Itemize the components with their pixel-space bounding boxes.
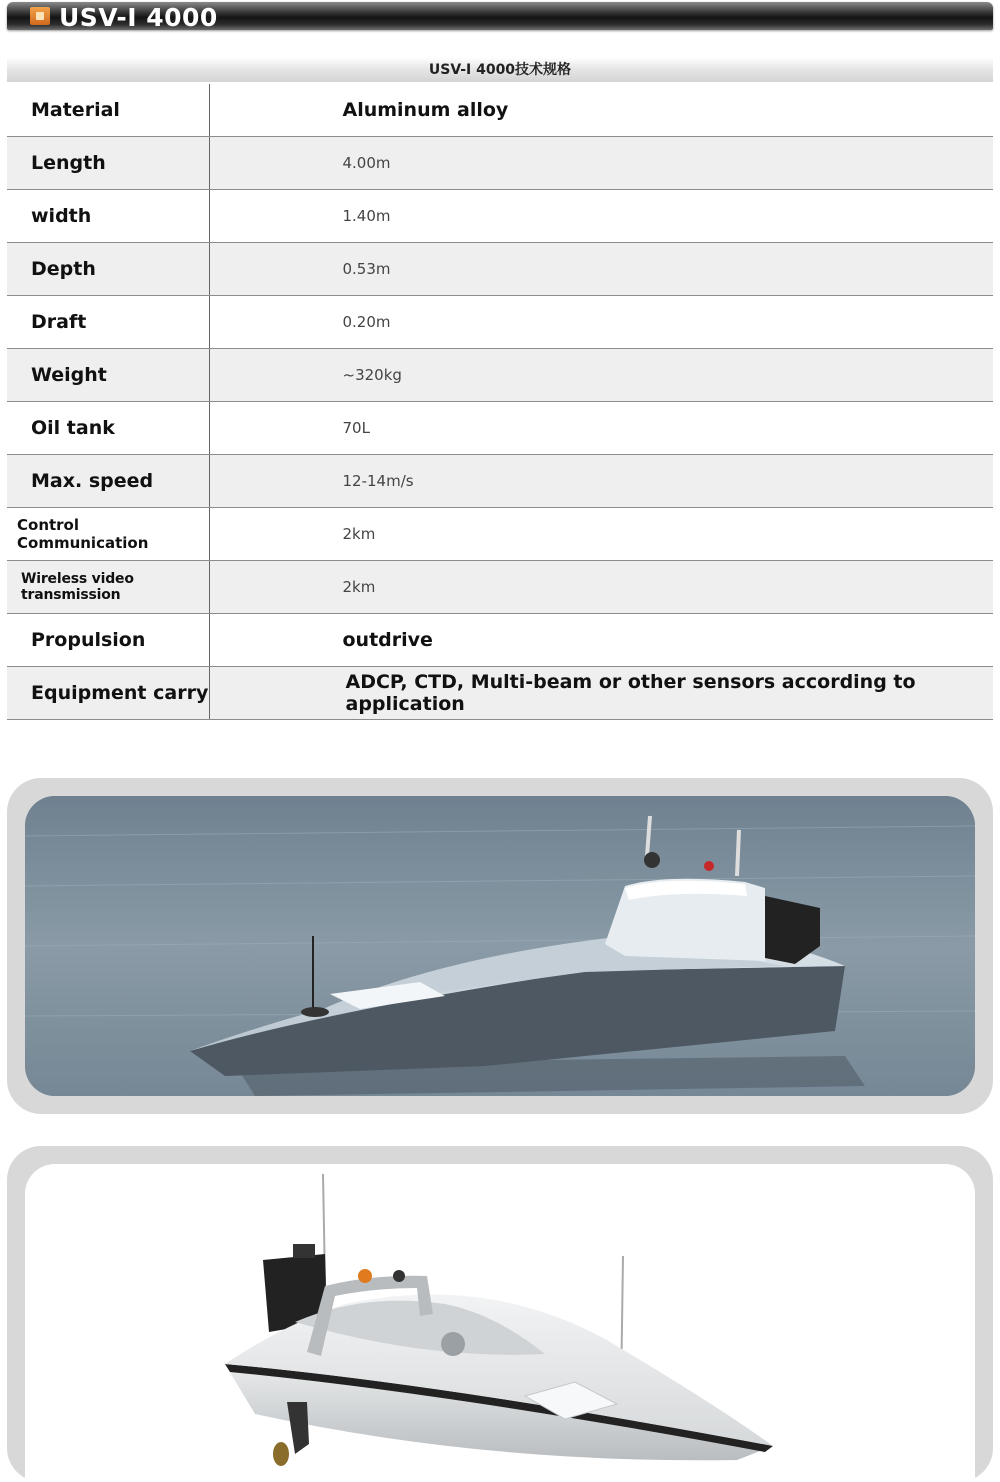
- table-row: [7, 614, 993, 667]
- spec-value-material: Aluminum alloy: [209, 84, 993, 137]
- bullet-square-icon: [30, 7, 50, 25]
- spec-value-equipment-carry: ADCP, CTD, Multi-beam or other sensors according to application: [209, 667, 993, 720]
- title-bar: [7, 2, 993, 30]
- spec-value-depth: 0.53m: [209, 243, 993, 296]
- spec-value-draft: 0.20m: [209, 296, 993, 349]
- spec-label-max-speed: Max. speed: [7, 455, 209, 508]
- spec-label-equipment-carry: Equipment carry: [7, 667, 209, 720]
- table-row: [7, 296, 993, 349]
- table-row: [7, 190, 993, 243]
- spec-label-wireless-video: Wireless video transmission: [7, 561, 209, 614]
- boat-on-water-illustration: [25, 796, 975, 1096]
- spec-label-length: Length: [7, 137, 209, 190]
- spec-table-caption: USV-I 4000技术规格: [7, 58, 993, 82]
- boat-photo-water: [25, 796, 975, 1096]
- spec-label-material: Material: [7, 84, 209, 137]
- table-row: [7, 508, 993, 561]
- table-row: [7, 402, 993, 455]
- spec-value-wireless-video: 2km: [209, 561, 993, 614]
- spec-value-length: 4.00m: [209, 137, 993, 190]
- table-row: [7, 84, 993, 137]
- spec-value-weight: ~320kg: [209, 349, 993, 402]
- spec-value-oil-tank: 70L: [209, 402, 993, 455]
- spec-value-propulsion: outdrive: [209, 614, 993, 667]
- table-row: [7, 455, 993, 508]
- spec-label-weight: Weight: [7, 349, 209, 402]
- table-row: [7, 561, 993, 614]
- page-title: USV-I 4000: [59, 3, 218, 32]
- spec-label-depth: Depth: [7, 243, 209, 296]
- table-row: [7, 349, 993, 402]
- boat-render: [25, 1164, 975, 1482]
- spec-label-control-communication: Control Communication: [7, 508, 209, 561]
- table-row: [7, 243, 993, 296]
- spec-label-draft: Draft: [7, 296, 209, 349]
- boat-render-illustration: [25, 1164, 975, 1482]
- spec-label-oil-tank: Oil tank: [7, 402, 209, 455]
- spec-table: [7, 84, 993, 720]
- spec-value-max-speed: 12-14m/s: [209, 455, 993, 508]
- spec-label-propulsion: Propulsion: [7, 614, 209, 667]
- table-row: [7, 137, 993, 190]
- photo-frame-water: [7, 778, 993, 1114]
- photo-frame-render: [7, 1146, 993, 1482]
- spec-value-control-communication: 2km: [209, 508, 993, 561]
- spec-label-width: width: [7, 190, 209, 243]
- spec-value-width: 1.40m: [209, 190, 993, 243]
- table-row: [7, 667, 993, 720]
